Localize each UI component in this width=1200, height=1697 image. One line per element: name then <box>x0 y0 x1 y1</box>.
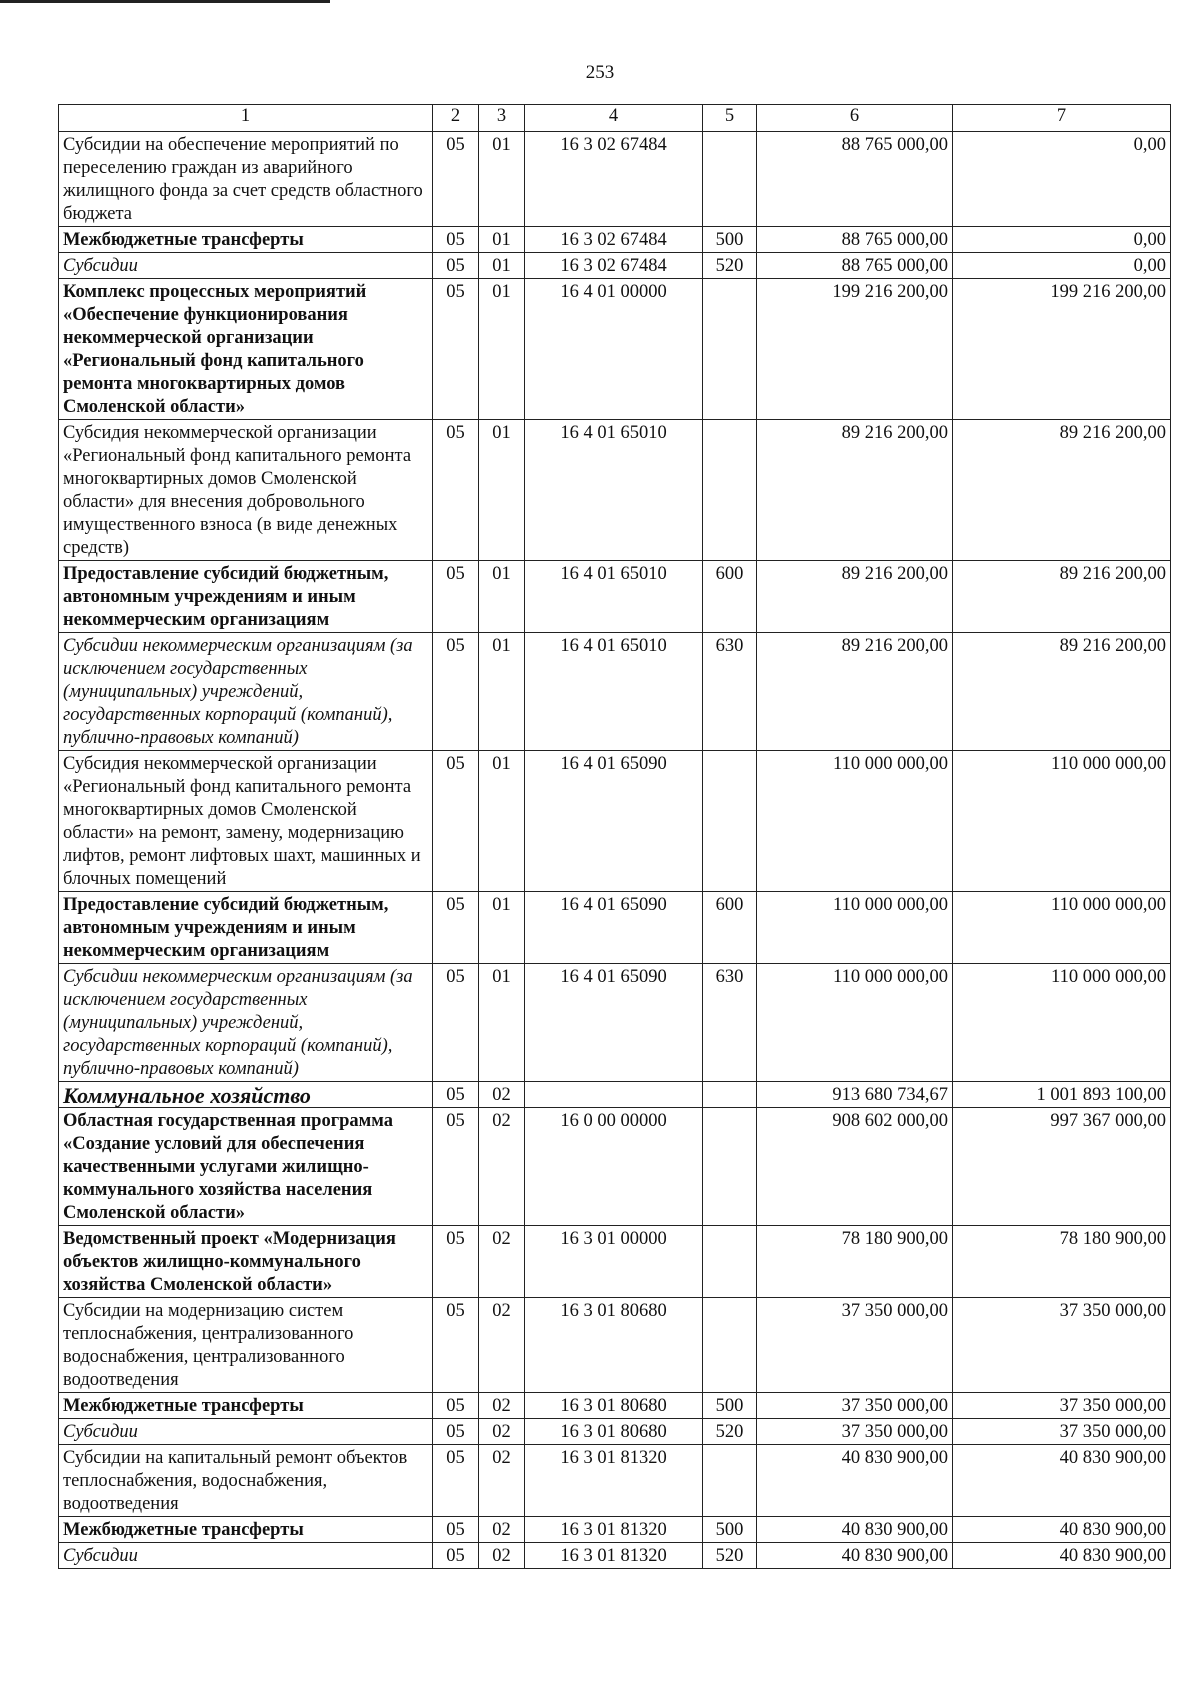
table-row <box>59 561 1171 633</box>
row-amount-year-2: 997 367 000,00 <box>953 1108 1171 1226</box>
table-row <box>59 1082 1171 1108</box>
table-row <box>59 964 1171 1082</box>
row-amount-year-1: 199 216 200,00 <box>757 279 953 420</box>
row-section-code: 05 <box>433 1543 479 1569</box>
row-amount-year-2: 37 350 000,00 <box>953 1419 1171 1445</box>
row-amount-year-2: 0,00 <box>953 227 1171 253</box>
table-row <box>59 1393 1171 1419</box>
row-name: Субсидии на капитальный ремонт объектов теплоснабжения, водоснабжения, водоотведения <box>59 1445 433 1517</box>
row-subsection-code: 01 <box>479 964 525 1082</box>
row-section-code: 05 <box>433 1517 479 1543</box>
row-section-code: 05 <box>433 633 479 751</box>
row-section-code: 05 <box>433 132 479 227</box>
row-target-article: 16 4 01 65010 <box>525 633 703 751</box>
row-subsection-code: 02 <box>479 1298 525 1393</box>
row-amount-year-1: 89 216 200,00 <box>757 420 953 561</box>
row-subsection-code: 02 <box>479 1108 525 1226</box>
row-name: Субсидии <box>59 253 433 279</box>
row-expense-type: 520 <box>703 1543 757 1569</box>
row-amount-year-1: 89 216 200,00 <box>757 561 953 633</box>
row-expense-type <box>703 1108 757 1226</box>
row-section-code: 05 <box>433 420 479 561</box>
row-target-article: 16 4 01 65090 <box>525 964 703 1082</box>
table-row <box>59 892 1171 964</box>
row-name: Ведомственный проект «Модернизация объектов жилищно-коммунального хозяйства Смоленской области» <box>59 1226 433 1298</box>
row-target-article: 16 0 00 00000 <box>525 1108 703 1226</box>
row-name: Межбюджетные трансферты <box>59 1517 433 1543</box>
row-expense-type: 500 <box>703 227 757 253</box>
row-section-code: 05 <box>433 1108 479 1226</box>
row-name: Предоставление субсидий бюджетным, автономным учреждениям и иным некоммерческим организациям <box>59 561 433 633</box>
row-amount-year-1: 40 830 900,00 <box>757 1445 953 1517</box>
row-expense-type: 630 <box>703 633 757 751</box>
row-target-article: 16 4 01 00000 <box>525 279 703 420</box>
row-subsection-code: 01 <box>479 892 525 964</box>
row-target-article: 16 3 02 67484 <box>525 253 703 279</box>
row-subsection-code: 01 <box>479 279 525 420</box>
table-row <box>59 132 1171 227</box>
row-target-article: 16 4 01 65090 <box>525 892 703 964</box>
row-name: Областная государственная программа «Создание условий для обеспечения качественными услугами жилищно-коммунального хозяйства населения Смоленской области» <box>59 1108 433 1226</box>
row-expense-type <box>703 420 757 561</box>
row-expense-type: 600 <box>703 561 757 633</box>
row-amount-year-1: 89 216 200,00 <box>757 633 953 751</box>
budget-table <box>58 104 1171 1569</box>
row-amount-year-2: 37 350 000,00 <box>953 1393 1171 1419</box>
column-header-3: 3 <box>479 105 525 132</box>
row-amount-year-1: 913 680 734,67 <box>757 1082 953 1108</box>
row-section-code: 05 <box>433 751 479 892</box>
row-expense-type <box>703 751 757 892</box>
row-amount-year-1: 110 000 000,00 <box>757 964 953 1082</box>
row-amount-year-2: 110 000 000,00 <box>953 964 1171 1082</box>
row-name: Субсидии <box>59 1543 433 1569</box>
row-amount-year-1: 88 765 000,00 <box>757 227 953 253</box>
row-amount-year-2: 199 216 200,00 <box>953 279 1171 420</box>
row-amount-year-1: 88 765 000,00 <box>757 253 953 279</box>
row-name: Субсидии некоммерческим организациям (за исключением государственных (муниципальных) учреждений, государственных корпораций (компаний), публично-правовых компаний) <box>59 633 433 751</box>
row-subsection-code: 01 <box>479 253 525 279</box>
row-subsection-code: 01 <box>479 132 525 227</box>
row-expense-type: 500 <box>703 1393 757 1419</box>
row-amount-year-2: 89 216 200,00 <box>953 420 1171 561</box>
column-header-2: 2 <box>433 105 479 132</box>
row-amount-year-1: 37 350 000,00 <box>757 1419 953 1445</box>
table-row <box>59 227 1171 253</box>
row-name: Межбюджетные трансферты <box>59 227 433 253</box>
row-amount-year-2: 110 000 000,00 <box>953 751 1171 892</box>
row-target-article: 16 3 01 81320 <box>525 1445 703 1517</box>
table-row <box>59 1517 1171 1543</box>
column-header-6: 6 <box>757 105 953 132</box>
row-subsection-code: 01 <box>479 227 525 253</box>
row-target-article: 16 3 01 80680 <box>525 1393 703 1419</box>
row-amount-year-1: 40 830 900,00 <box>757 1517 953 1543</box>
row-amount-year-1: 110 000 000,00 <box>757 751 953 892</box>
row-target-article: 16 3 02 67484 <box>525 132 703 227</box>
row-expense-type <box>703 1082 757 1108</box>
table-row <box>59 279 1171 420</box>
row-amount-year-2: 78 180 900,00 <box>953 1226 1171 1298</box>
table-row <box>59 751 1171 892</box>
row-section-code: 05 <box>433 1393 479 1419</box>
table-row <box>59 633 1171 751</box>
row-subsection-code: 01 <box>479 420 525 561</box>
row-target-article: 16 4 01 65010 <box>525 561 703 633</box>
row-subsection-code: 02 <box>479 1517 525 1543</box>
table-row <box>59 1226 1171 1298</box>
top-edge-rule <box>0 0 330 3</box>
row-amount-year-1: 78 180 900,00 <box>757 1226 953 1298</box>
row-section-code: 05 <box>433 964 479 1082</box>
row-amount-year-2: 89 216 200,00 <box>953 633 1171 751</box>
row-section-code: 05 <box>433 253 479 279</box>
row-expense-type: 520 <box>703 1419 757 1445</box>
row-name: Межбюджетные трансферты <box>59 1393 433 1419</box>
row-amount-year-2: 40 830 900,00 <box>953 1445 1171 1517</box>
row-amount-year-2: 89 216 200,00 <box>953 561 1171 633</box>
table-row <box>59 1445 1171 1517</box>
table-header-row <box>59 105 1171 132</box>
table-row <box>59 420 1171 561</box>
row-name: Коммунальное хозяйство <box>59 1082 433 1108</box>
row-subsection-code: 01 <box>479 751 525 892</box>
column-header-5: 5 <box>703 105 757 132</box>
table-body <box>59 132 1171 1569</box>
row-amount-year-2: 110 000 000,00 <box>953 892 1171 964</box>
row-name: Предоставление субсидий бюджетным, автономным учреждениям и иным некоммерческим организациям <box>59 892 433 964</box>
row-section-code: 05 <box>433 1082 479 1108</box>
row-amount-year-2: 40 830 900,00 <box>953 1543 1171 1569</box>
row-target-article: 16 4 01 65010 <box>525 420 703 561</box>
table-row <box>59 1298 1171 1393</box>
row-amount-year-1: 88 765 000,00 <box>757 132 953 227</box>
row-amount-year-2: 37 350 000,00 <box>953 1298 1171 1393</box>
row-section-code: 05 <box>433 1226 479 1298</box>
row-section-code: 05 <box>433 892 479 964</box>
row-target-article: 16 3 01 80680 <box>525 1419 703 1445</box>
row-amount-year-2: 0,00 <box>953 253 1171 279</box>
row-expense-type <box>703 1298 757 1393</box>
row-subsection-code: 01 <box>479 633 525 751</box>
row-amount-year-1: 908 602 000,00 <box>757 1108 953 1226</box>
row-subsection-code: 02 <box>479 1543 525 1569</box>
row-expense-type: 600 <box>703 892 757 964</box>
row-subsection-code: 02 <box>479 1226 525 1298</box>
row-subsection-code: 01 <box>479 561 525 633</box>
row-expense-type: 500 <box>703 1517 757 1543</box>
row-target-article: 16 3 01 80680 <box>525 1298 703 1393</box>
row-expense-type <box>703 132 757 227</box>
row-section-code: 05 <box>433 1419 479 1445</box>
row-name: Субсидии на обеспечение мероприятий по переселению граждан из аварийного жилищного фонда за счет средств областного бюджета <box>59 132 433 227</box>
column-header-4: 4 <box>525 105 703 132</box>
row-section-code: 05 <box>433 227 479 253</box>
row-section-code: 05 <box>433 279 479 420</box>
row-target-article: 16 3 01 81320 <box>525 1517 703 1543</box>
table-row <box>59 253 1171 279</box>
row-section-code: 05 <box>433 1445 479 1517</box>
row-section-code: 05 <box>433 1298 479 1393</box>
row-amount-year-2: 40 830 900,00 <box>953 1517 1171 1543</box>
row-target-article: 16 4 01 65090 <box>525 751 703 892</box>
column-header-7: 7 <box>953 105 1171 132</box>
row-subsection-code: 02 <box>479 1445 525 1517</box>
row-expense-type: 630 <box>703 964 757 1082</box>
table-row <box>59 1543 1171 1569</box>
page-number: 253 <box>585 62 615 83</box>
table-row <box>59 1419 1171 1445</box>
row-expense-type <box>703 1226 757 1298</box>
row-section-code: 05 <box>433 561 479 633</box>
row-name: Субсидии некоммерческим организациям (за исключением государственных (муниципальных) учреждений, государственных корпораций (компаний), публично-правовых компаний) <box>59 964 433 1082</box>
row-subsection-code: 02 <box>479 1419 525 1445</box>
row-amount-year-1: 37 350 000,00 <box>757 1393 953 1419</box>
row-amount-year-1: 110 000 000,00 <box>757 892 953 964</box>
row-target-article: 16 3 01 00000 <box>525 1226 703 1298</box>
row-name: Субсидии <box>59 1419 433 1445</box>
row-subsection-code: 02 <box>479 1082 525 1108</box>
row-target-article: 16 3 02 67484 <box>525 227 703 253</box>
column-header-1: 1 <box>59 105 433 132</box>
row-name: Субсидия некоммерческой организации «Региональный фонд капитального ремонта многоквартирных домов Смоленской области» для внесения добровольного имущественного взноса (в виде денежных средств) <box>59 420 433 561</box>
row-expense-type: 520 <box>703 253 757 279</box>
row-amount-year-2: 0,00 <box>953 132 1171 227</box>
table-row <box>59 1108 1171 1226</box>
row-name: Субсидия некоммерческой организации «Региональный фонд капитального ремонта многоквартирных домов Смоленской области» на ремонт, замену, модернизацию лифтов, ремонт лифтовых шахт, машинных и блочных помещений <box>59 751 433 892</box>
row-expense-type <box>703 279 757 420</box>
row-amount-year-2: 1 001 893 100,00 <box>953 1082 1171 1108</box>
row-subsection-code: 02 <box>479 1393 525 1419</box>
row-amount-year-1: 37 350 000,00 <box>757 1298 953 1393</box>
row-expense-type <box>703 1445 757 1517</box>
row-name: Комплекс процессных мероприятий «Обеспечение функционирования некоммерческой организации «Региональный фонд капитального ремонта многоквартирных домов Смоленской области» <box>59 279 433 420</box>
row-target-article: 16 3 01 81320 <box>525 1543 703 1569</box>
row-amount-year-1: 40 830 900,00 <box>757 1543 953 1569</box>
row-target-article <box>525 1082 703 1108</box>
row-name: Субсидии на модернизацию систем теплоснабжения, централизованного водоснабжения, централизованного водоотведения <box>59 1298 433 1393</box>
